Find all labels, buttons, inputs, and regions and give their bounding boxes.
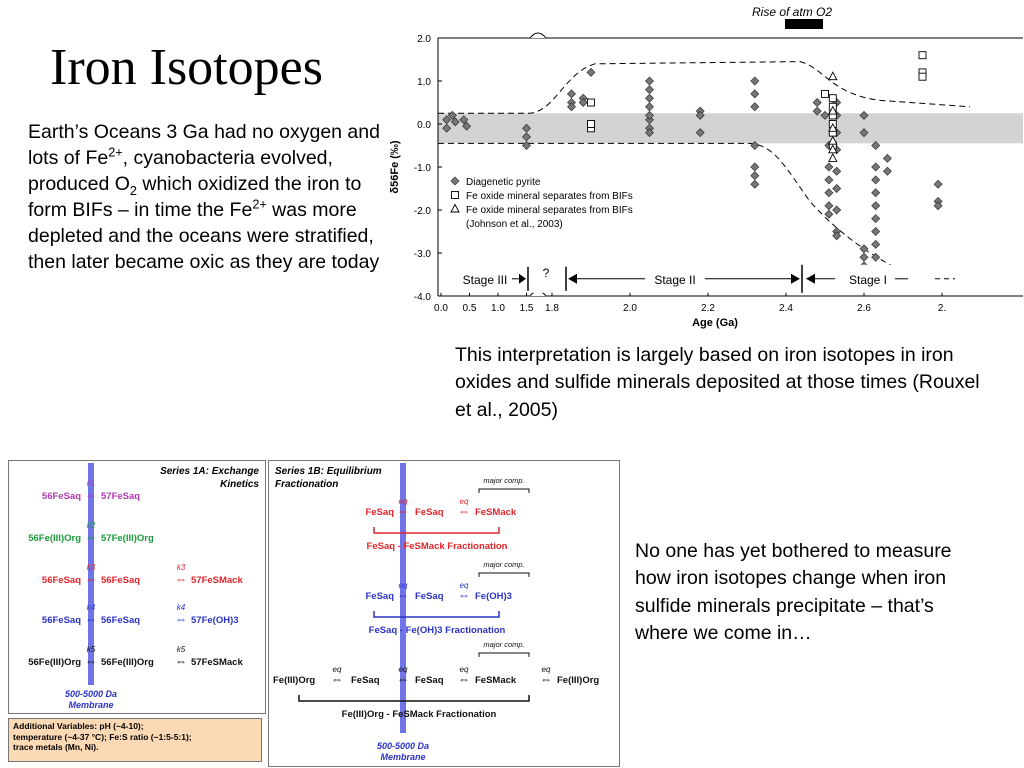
x-tick-label: 0.0 [434, 303, 448, 314]
data-point-square [822, 90, 829, 97]
rate-constant: k3 [86, 563, 96, 572]
iron-isotope-chart [380, 0, 1024, 340]
stage-label: Stage I [848, 272, 888, 287]
y-tick-label: 0.0 [417, 120, 431, 131]
data-point-diamond [751, 172, 759, 180]
legend-label: (Johnson et al., 2003) [466, 219, 563, 230]
data-point-diamond [860, 253, 868, 261]
equilibrium-arrow: ⇔ [397, 588, 409, 602]
rise-o2-bar [785, 19, 823, 29]
y-tick-label: -1.0 [413, 163, 431, 174]
exchange-arrow: ⇔ [175, 654, 187, 668]
species-label: 56Fe(III)Org [101, 657, 154, 668]
left-paragraph [28, 120, 388, 276]
legend-label: Fe oxide mineral separates from BIFs [466, 191, 633, 202]
caption-paragraph: This interpretation is largely based on iron isotopes in iron oxides and sulfide minerals deposited at those times (Rouxel et al., 2005) [455, 344, 980, 421]
species-label: FeSaq [415, 675, 444, 686]
x-tick-label: 1.8 [545, 303, 559, 314]
species-label: 57FeSMack [191, 657, 243, 668]
y-tick-label: -4.0 [413, 292, 431, 303]
y-tick-label: 2.0 [417, 34, 431, 45]
rate-constant: k5 [86, 645, 96, 654]
axis-break-top [530, 33, 546, 38]
data-point-diamond [646, 77, 654, 85]
data-point-diamond [872, 215, 880, 223]
species-label: 56FeSaq [101, 615, 141, 626]
data-point-diamond [883, 167, 891, 175]
data-point-diamond [934, 180, 942, 188]
data-point-diamond [872, 228, 880, 236]
equilibrium-arrow: ⇔ [331, 672, 343, 686]
data-point-diamond [646, 94, 654, 102]
major-comp-bracket [479, 489, 529, 493]
major-comp-bracket [479, 573, 529, 577]
species-label: Fe(III)Org [273, 675, 316, 686]
rate-constant: k3 [176, 563, 186, 572]
data-point-diamond [833, 167, 841, 175]
series-1a-diagram [8, 460, 266, 714]
species-label: 57Fe(OH)3 [191, 615, 239, 626]
data-point-diamond [751, 90, 759, 98]
data-point-square [588, 121, 595, 128]
stage-label: Stage III [462, 272, 508, 287]
eq-label: eq [459, 497, 469, 506]
species-label: 57FeSMack [191, 575, 243, 586]
membrane-label: 500-5000 Da [64, 689, 118, 699]
left-paragraph-segment: 2 [129, 183, 137, 198]
data-point-diamond [860, 245, 868, 253]
stage-label: Stage II [654, 272, 696, 287]
exchange-arrow: ⇔ [85, 572, 97, 586]
data-point-diamond [587, 68, 595, 76]
slide-title: Iron Isotopes [50, 39, 323, 96]
data-point-diamond [825, 189, 833, 197]
y-tick-label: 1.0 [417, 77, 431, 88]
series-1b-title: Series 1B: Equilibrium [275, 466, 382, 477]
left-paragraph-segment: 2+ [108, 145, 123, 160]
equilibrium-arrow: ⇔ [540, 672, 552, 686]
x-tick-label: 1.5 [519, 303, 534, 314]
equilibrium-arrow: ⇔ [458, 588, 470, 602]
rate-constant: k2 [86, 521, 96, 530]
series-1b-diagram [268, 460, 620, 767]
data-point-square [588, 99, 595, 106]
data-point-diamond [872, 189, 880, 197]
exchange-arrow: ⇔ [85, 488, 97, 502]
species-label: 56Fe(III)Org [28, 533, 81, 544]
legend-label: Fe oxide mineral separates from BIFs [466, 205, 633, 216]
species-label: 57Fe(III)Org [101, 533, 154, 544]
membrane-label: Membrane [380, 752, 426, 762]
equilibrium-arrow: ⇔ [397, 672, 409, 686]
data-point-diamond [825, 176, 833, 184]
species-label: FeSaq [365, 591, 394, 602]
data-point-diamond [751, 103, 759, 111]
exchange-arrow: ⇔ [85, 612, 97, 626]
major-comp-label: major comp. [483, 476, 525, 485]
fractionation-label: Fe(III)Org - FeSMack Fractionation [341, 709, 497, 720]
eq-label: eq [541, 665, 551, 674]
eq-label: eq [332, 665, 342, 674]
data-point-diamond [646, 86, 654, 94]
species-label: FeSaq [415, 507, 444, 518]
membrane-label: 500-5000 Da [376, 741, 430, 751]
data-point-diamond [872, 163, 880, 171]
data-point-square [919, 73, 926, 80]
eq-label: eq [398, 665, 408, 674]
equilibrium-arrow: ⇔ [458, 504, 470, 518]
x-tick-label: 2. [937, 303, 947, 314]
data-point-triangle [829, 72, 837, 80]
exchange-arrow: ⇔ [175, 572, 187, 586]
left-paragraph-segment: was more depleted and the oceans were stratified, then later became oxic as they are today [28, 198, 380, 273]
series-1a-title: Series 1A: Exchange [160, 466, 259, 477]
species-label: FeSMack [475, 507, 517, 518]
equilibrium-arrow: ⇔ [458, 672, 470, 686]
x-tick-label: 2.4 [779, 303, 793, 314]
membrane-label: Membrane [68, 700, 114, 710]
exchange-arrow: ⇔ [85, 530, 97, 544]
data-point-diamond [833, 206, 841, 214]
species-label: 57FeSaq [101, 491, 141, 502]
rate-constant: k4 [176, 603, 186, 612]
x-tick-label: 0.5 [462, 303, 477, 314]
left-paragraph-segment: Earth’s Oceans 3 Ga had no oxygen and lots of Fe [28, 121, 380, 169]
species-label: FeSaq [415, 591, 444, 602]
major-comp-bracket [479, 653, 529, 657]
species-label: 56FeSaq [41, 615, 81, 626]
chart-title: Rise of atm O2 [752, 5, 833, 19]
equilibrium-arrow: ⇔ [397, 504, 409, 518]
right-paragraph: No one has yet bothered to measure how iron isotopes change when iron sulfide minerals precipitate – that’s where we come in… [635, 540, 952, 644]
y-tick-label: -2.0 [413, 206, 431, 217]
y-axis-label: δ56Fe (‰) [389, 140, 401, 194]
x-tick-label: 2.6 [857, 303, 871, 314]
x-tick-label: 2.2 [701, 303, 715, 314]
x-tick-label: 1.0 [491, 303, 505, 314]
eq-label: eq [459, 665, 469, 674]
additional-variables-box [8, 718, 262, 762]
data-point-diamond [825, 202, 833, 210]
data-point-square [829, 95, 836, 102]
species-label: FeSMack [475, 675, 517, 686]
major-comp-label: major comp. [483, 560, 525, 569]
addvars-line-2: temperature (~4-37 °C); Fe:S ratio (~1:5-5:1); [13, 731, 192, 742]
fractionation-bracket [374, 527, 499, 533]
x-tick-label: 2.0 [623, 303, 637, 314]
data-point-diamond [825, 210, 833, 218]
rate-constant: k4 [86, 603, 96, 612]
species-label: 56FeSaq [41, 575, 81, 586]
fractionation-bracket [299, 695, 529, 701]
left-paragraph-segment: , cyanobacteria evolved, produced O [28, 146, 333, 195]
species-label: Fe(III)Org [557, 675, 600, 686]
y-tick-label: -3.0 [413, 249, 431, 260]
fractionation-label: FeSaq - FeSMack Fractionation [366, 541, 508, 552]
major-comp-label: major comp. [483, 640, 525, 649]
data-point-diamond [751, 77, 759, 85]
data-point-diamond [883, 154, 891, 162]
stage-label: ? [542, 265, 550, 280]
upper-envelope [438, 62, 970, 114]
data-point-diamond [872, 240, 880, 248]
rate-constant: k5 [176, 645, 186, 654]
data-point-diamond [825, 163, 833, 171]
legend-label: Diagenetic pyrite [466, 177, 541, 188]
species-label: FeSaq [351, 675, 380, 686]
species-label: Fe(OH)3 [475, 591, 512, 602]
exchange-arrow: ⇔ [85, 654, 97, 668]
eq-label: eq [459, 581, 469, 590]
rate-constant: k1 [86, 479, 96, 488]
addvars-line-1: Additional Variables: pH (~4-10); [13, 721, 144, 731]
data-point-triangle [829, 154, 837, 162]
data-point-diamond [872, 176, 880, 184]
data-point-diamond [751, 163, 759, 171]
series-1a-title: Kinetics [220, 479, 259, 490]
species-label: 56FeSaq [101, 575, 141, 586]
legend-marker-square [452, 192, 459, 199]
series-1b-title: Fractionation [275, 479, 339, 490]
data-point-diamond [872, 202, 880, 210]
data-point-diamond [833, 185, 841, 193]
data-point-diamond [751, 180, 759, 188]
left-paragraph-segment: which oxidized the iron to form BIFs – in time the Fe [28, 172, 362, 221]
addvars-line-3: trace metals (Mn, Ni). [13, 742, 99, 753]
eq-label: eq [398, 581, 408, 590]
data-point-diamond [646, 103, 654, 111]
data-point-diamond [813, 99, 821, 107]
exchange-arrow: ⇔ [175, 612, 187, 626]
eq-label: eq [398, 497, 408, 506]
data-point-diamond [568, 90, 576, 98]
left-paragraph-segment: 2+ [252, 197, 267, 212]
species-label: 56FeSaq [41, 491, 81, 502]
x-axis-label: Age (Ga) [692, 317, 738, 329]
data-point-square [919, 52, 926, 59]
species-label: FeSaq [365, 507, 394, 518]
species-label: 56Fe(III)Org [28, 657, 81, 668]
fractionation-label: FeSaq - Fe(OH)3 Fractionation [368, 625, 506, 636]
fractionation-bracket [374, 611, 499, 617]
